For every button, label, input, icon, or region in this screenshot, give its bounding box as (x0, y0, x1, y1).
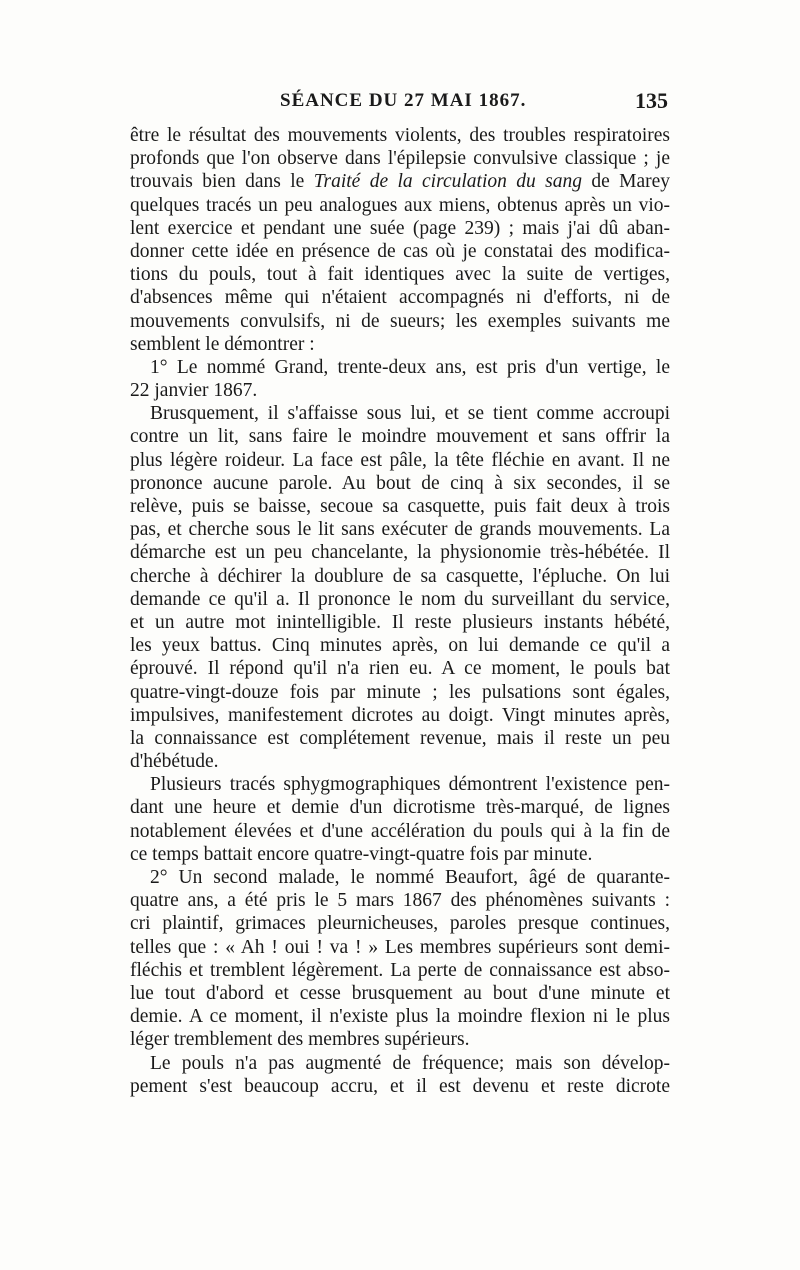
text-line: et un autre mot inintelligible. Il reste plusieurs instants hébété, (130, 611, 670, 633)
text-line: pement s'est beaucoup accru, et il est devenu et reste dicrote (130, 1075, 670, 1097)
running-title: SÉANCE DU 27 MAI 1867. (280, 90, 527, 111)
text-line: Brusquement, il s'affaisse sous lui, et se tient comme accroupi (150, 403, 670, 425)
page-number: 135 (635, 88, 668, 113)
text-line: quelques tracés un peu analogues aux miens, obtenus après un vio- (130, 194, 670, 216)
body-text (130, 124, 670, 1098)
text-line: être le résultat des mouvements violents, des troubles respiratoires (130, 125, 670, 146)
text-line: la connaissance est complétement revenue, mais il reste un peu (130, 727, 670, 749)
text-line: tions du pouls, tout à fait identiques avec la suite de vertiges, (130, 264, 670, 286)
text-line: éprouvé. Il répond qu'il n'a rien eu. A ce moment, le pouls bat (130, 658, 670, 680)
text-line: dant une heure et demie d'un dicrotisme très-marqué, de lignes (130, 797, 670, 819)
text-line: 1° Le nommé Grand, trente-deux ans, est pris d'un vertige, le (150, 356, 670, 378)
text-line: 22 janvier 1867. (130, 380, 258, 402)
text-line: 2° Un second malade, le nommé Beaufort, âgé de quarante- (150, 867, 670, 888)
text-line: impulsives, manifestement dicrotes au doigt. Vingt minutes après, (130, 704, 670, 726)
text-line: plus légère roideur. La face est pâle, la tête fléchie en avant. Il ne (130, 449, 670, 471)
text-line: notablement élevées et d'une accélération du pouls qui à la fin de (130, 820, 670, 842)
text-line: contre un lit, sans faire le moindre mouvement et sans offrir la (130, 426, 670, 448)
text-line: demande ce qu'il a. Il prononce le nom du surveillant du service, (130, 588, 670, 610)
text-line: cherche à déchirer la doublure de sa casquette, l'épluche. On lui (130, 565, 670, 587)
text-line: prononce aucune parole. Au bout de cinq à six secondes, il se (130, 472, 670, 494)
text-line: donner cette idée en présence de cas où je constatai des modifica- (130, 240, 670, 262)
text-line: d'hébétude. (130, 751, 219, 773)
text-line: Plusieurs tracés sphygmographiques démontrent l'existence pen- (150, 774, 670, 796)
text-line: relève, puis se baisse, secoue sa casquette, puis fait deux à trois (130, 496, 670, 517)
text-line: ce temps battait encore quatre-vingt-quatre fois par minute. (130, 843, 593, 865)
text-line: quatre-vingt-douze fois par minute ; les pulsations sont égales, (130, 681, 670, 703)
text-line: demie. A ce moment, il n'existe plus la moindre flexion ni le plus (130, 1006, 670, 1028)
text-line: profonds que l'on observe dans l'épilepsie convulsive classique ; je (130, 148, 670, 170)
text-line: pas, et cherche sous le lit sans exécuter de grands mouvements. La (130, 519, 670, 541)
book-title-italic: Traité de la circulation du sang (313, 171, 582, 193)
text-line: cri plaintif, grimaces pleurnicheuses, paroles presque continues, (130, 913, 670, 935)
text-line: telles que : « Ah ! oui ! va ! » Les membres supérieurs sont demi- (130, 936, 670, 958)
text-line: fléchis et tremblent légèrement. La perte de connaissance est abso- (130, 959, 670, 981)
text-line: semblent le démontrer : (130, 333, 315, 355)
text-line: les yeux battus. Cinq minutes après, on lui demande ce qu'il a (130, 635, 670, 657)
text-line: d'absences même qui n'étaient accompagnés ni d'efforts, ni de (130, 287, 670, 309)
text-line: trouvais bien dans le Traité de la circulation du sang de Marey (130, 171, 670, 193)
text-line: démarche est un peu chancelante, la physionomie très-hébétée. Il (130, 542, 670, 564)
text-line: Le pouls n'a pas augmenté de fréquence; mais son dévelop- (150, 1052, 670, 1074)
text-line: quatre ans, a été pris le 5 mars 1867 des phénomènes suivants : (130, 890, 670, 912)
text-line: lue tout d'abord et cesse brusquement au bout d'une minute et (130, 982, 670, 1004)
text-line: mouvements convulsifs, ni de sueurs; les exemples suivants me (130, 310, 670, 332)
running-head (130, 90, 670, 120)
text-line: léger tremblement des membres supérieurs. (130, 1029, 470, 1051)
text-line: lent exercice et pendant une suée (page 239) ; mais j'ai dû aban- (130, 217, 670, 239)
